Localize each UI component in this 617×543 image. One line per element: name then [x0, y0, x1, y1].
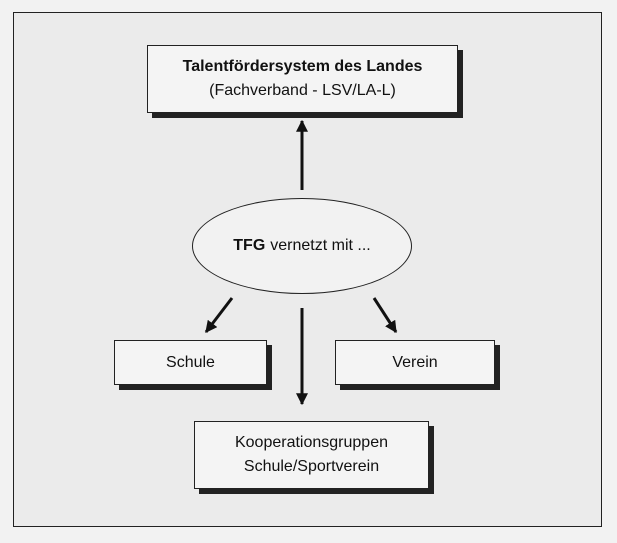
kooperation-box	[194, 421, 429, 489]
tfg-ellipse	[192, 198, 412, 294]
kooperation-line2: Schule/Sportverein	[243, 458, 380, 475]
schule-box	[114, 340, 267, 385]
schule-label: Schule	[166, 353, 215, 371]
tfg-text: vernetzt mit ...	[270, 237, 371, 254]
talent-system-subtitle: (Fachverband - LSV/LA-L)	[209, 82, 396, 99]
kooperation-line1: Kooperationsgruppen	[234, 434, 388, 451]
tfg-label: TFG	[233, 237, 266, 254]
arrow-down-left	[206, 298, 232, 332]
verein-box	[335, 340, 495, 385]
talent-system-box	[147, 45, 458, 113]
arrow-down-right	[374, 298, 396, 332]
talent-system-title: Talentfördersystem des Landes	[182, 58, 423, 75]
verein-label: Verein	[392, 353, 438, 371]
